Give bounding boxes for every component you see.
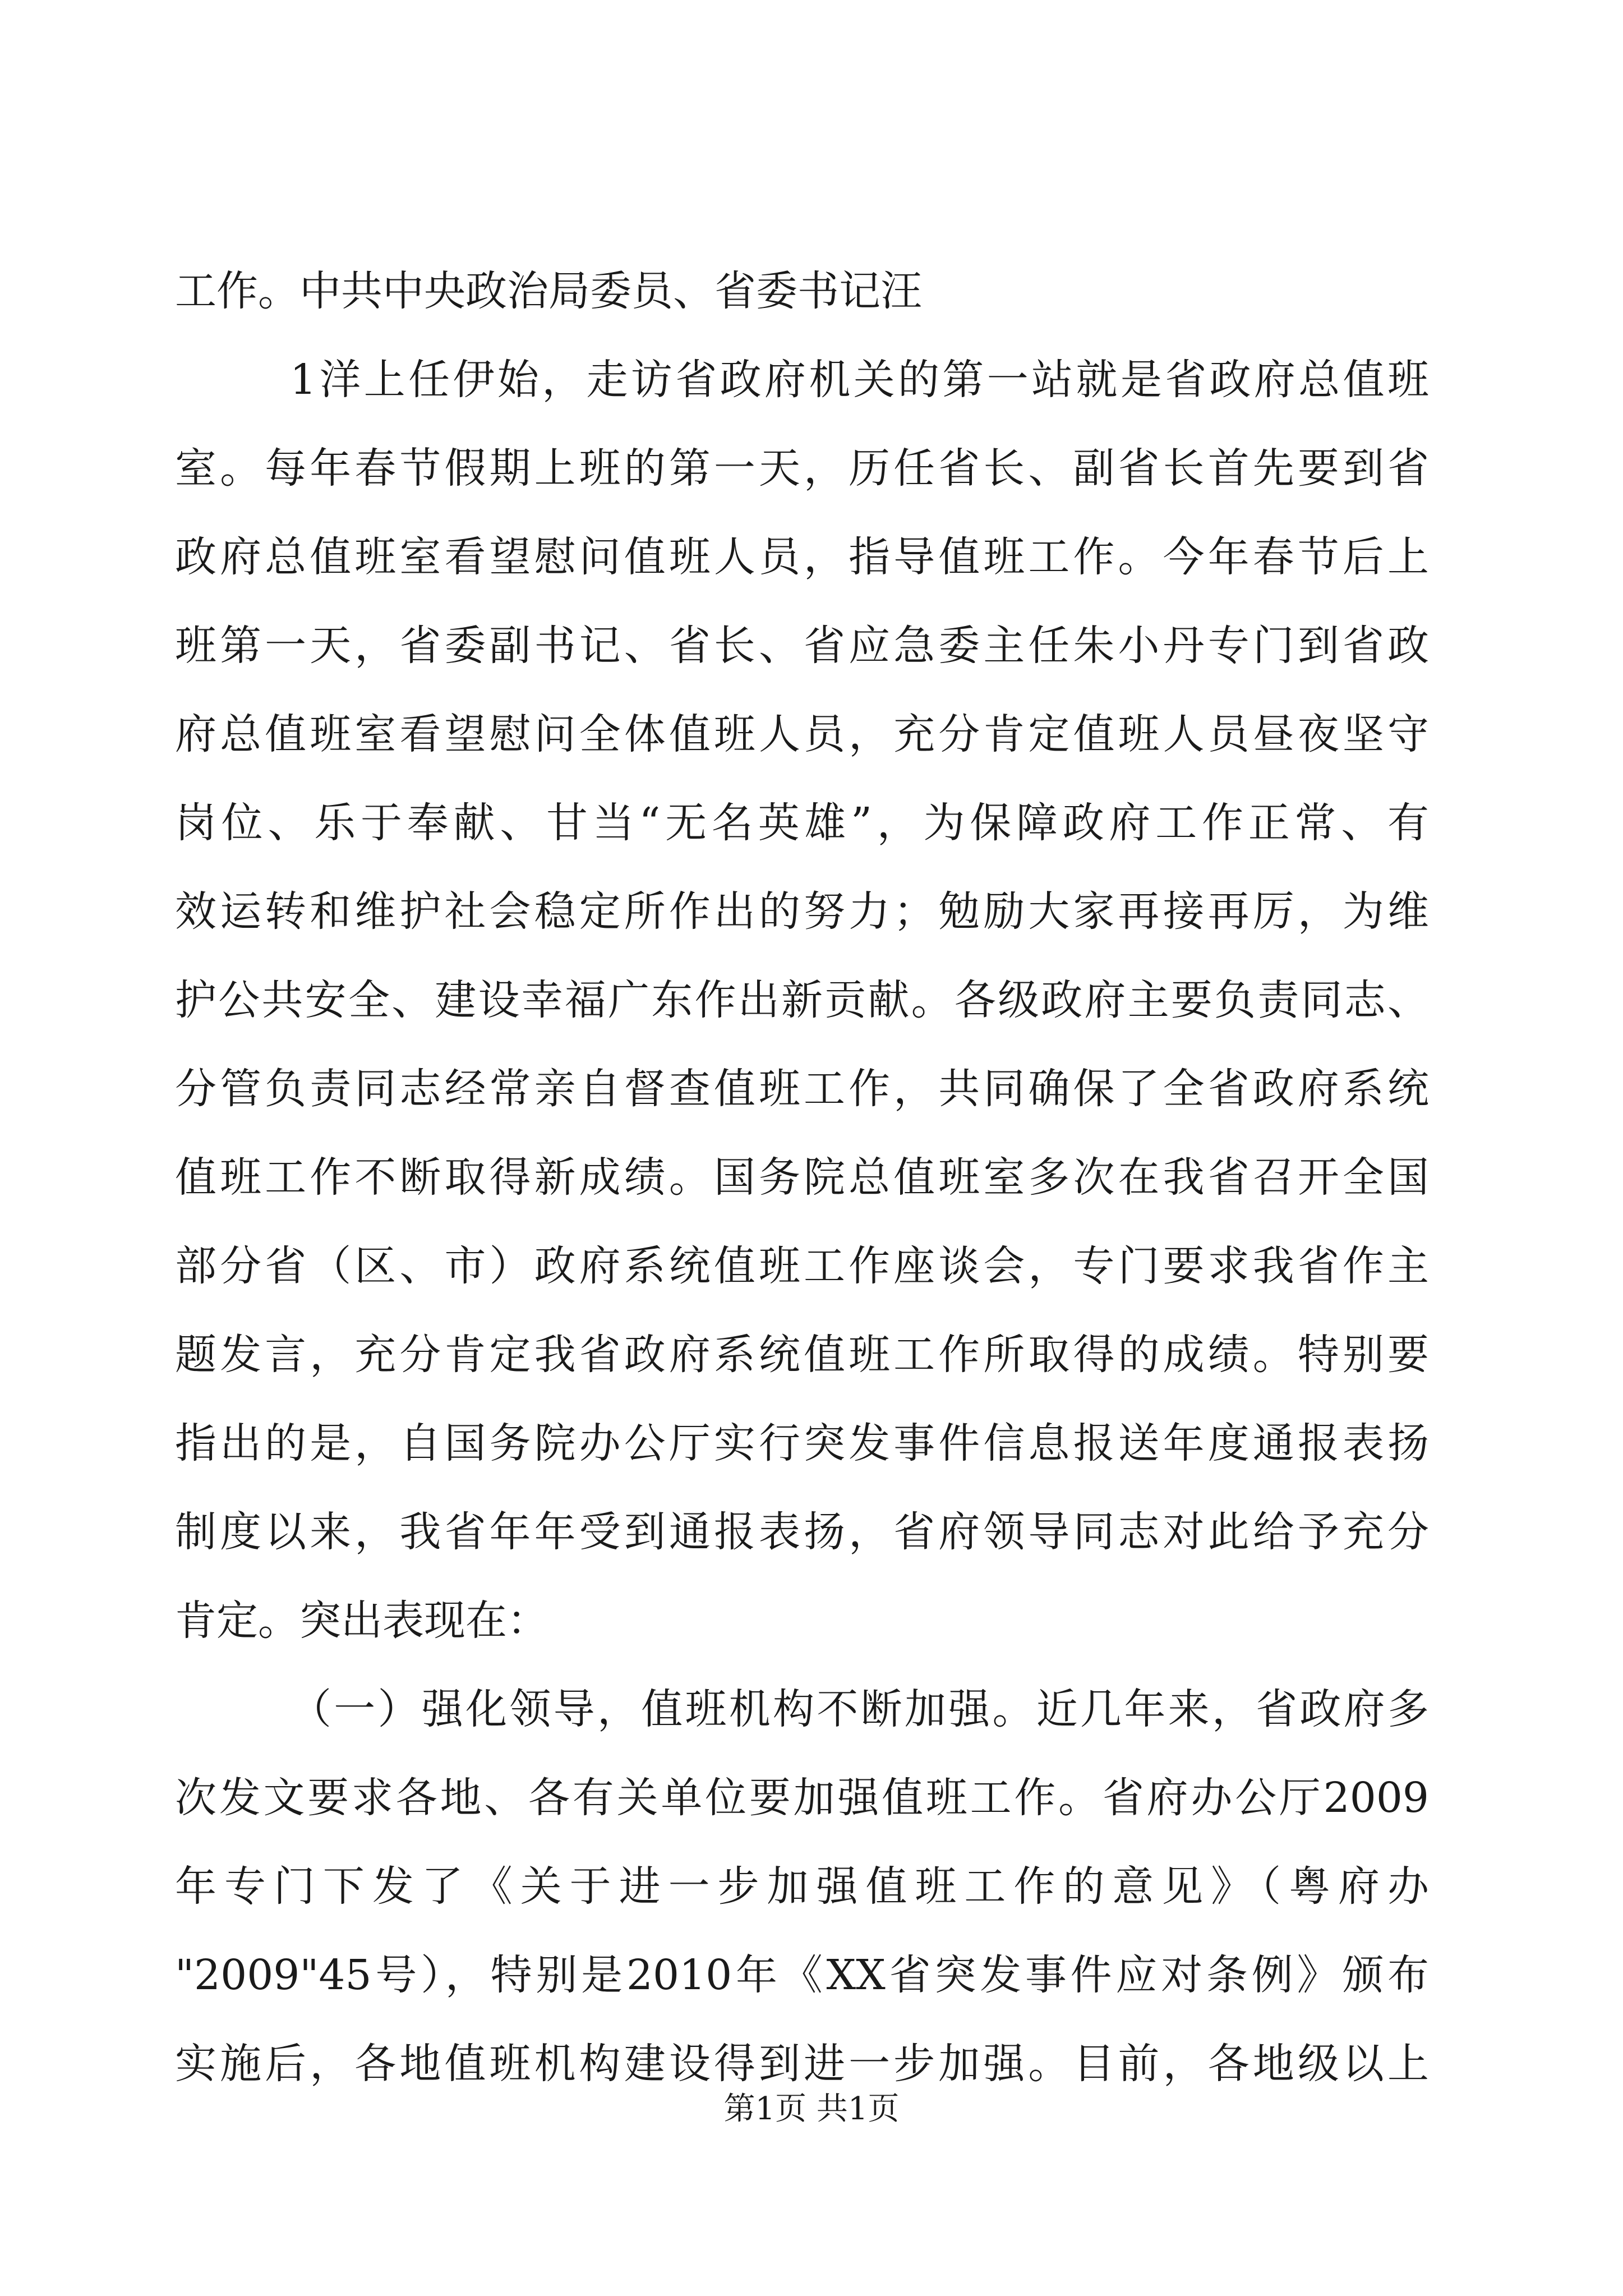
text-line: "2009"45号），特别是2010年《XX省突发事件应对条例》颁布: [175, 1951, 1429, 1999]
text-line: 部分省（区、市）政府系统值班工作座谈会，专门要求我省作主: [175, 1242, 1429, 1290]
text-line: 岗位、乐于奉献、甘当“无名英雄”，为保障政府工作正常、有: [175, 799, 1429, 847]
text-line: 年专门下发了《关于进一步加强值班工作的意见》（粤府办: [175, 1862, 1429, 1911]
text-line: 室。每年春节假期上班的第一天，历任省长、副省长首先要到省: [175, 444, 1429, 493]
text-line: 效运转和维护社会稳定所作出的努力；勉励大家再接再厉，为维: [175, 887, 1429, 936]
text-line: 班第一天，省委副书记、省长、省应急委主任朱小丹专门到省政: [175, 622, 1429, 670]
text-line: 指出的是，自国务院办公厅实行突发事件信息报送年度通报表扬: [175, 1419, 1429, 1467]
document-body: [175, 247, 1429, 2108]
text-line: 分管负责同志经常亲自督查值班工作，共同确保了全省政府系统: [175, 1065, 1429, 1113]
text-line: 制度以来，我省年年受到通报表扬，省府领导同志对此给予充分: [175, 1508, 1429, 1556]
text-line: 肯定。突出表现在：: [175, 1596, 548, 1645]
text-line: 题发言，充分肯定我省政府系统值班工作所取得的成绩。特别要: [175, 1331, 1429, 1379]
text-line: 府总值班室看望慰问全体值班人员，充分肯定值班人员昼夜坚守: [175, 710, 1429, 758]
page-footer: 第1页 共1页: [723, 2091, 900, 2127]
text-line: （一）强化领导，值班机构不断加强。近几年来，省政府多: [290, 1685, 1429, 1733]
text-line: 护公共安全、建设幸福广东作出新贡献。各级政府主要负责同志、: [175, 976, 1429, 1024]
text-line: 1洋上任伊始，走访省政府机关的第一站就是省政府总值班: [290, 356, 1429, 404]
text-line: 次发文要求各地、各有关单位要加强值班工作。省府办公厅2009: [175, 1774, 1429, 1822]
text-line: 政府总值班室看望慰问值班人员，指导值班工作。今年春节后上: [175, 533, 1429, 581]
text-line: 值班工作不断取得新成绩。国务院总值班室多次在我省召开全国: [175, 1153, 1429, 1202]
text-line: 工作。中共中央政治局委员、省委书记汪: [175, 267, 922, 315]
text-line: 实施后，各地值班机构建设得到进一步加强。目前，各地级以上: [175, 2040, 1429, 2088]
